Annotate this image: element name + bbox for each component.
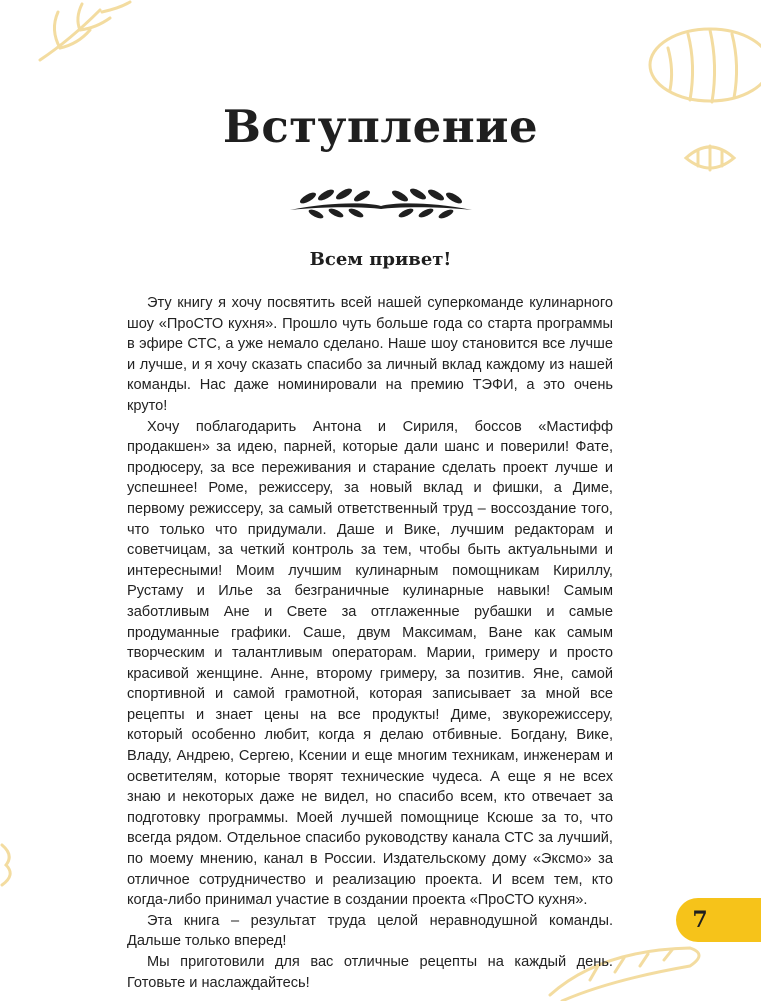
paragraph: Эта книга – результат труда целой неравнодушной команды. Дальше только вперед!: [127, 912, 613, 950]
paragraph: Хочу поблагодарить Антона и Сириля, боссов «Мастифф продакшен» за идею, парней, которые дали шанс и поверили! Фате, продюсеру, за все переживания и старание сделать проект лучше и успешнее! Роме, режиссеру, за новый вклад и фишки, а Диме, первому режиссеру, за самый ответственный труд – воссоздание того, что только что придумали. Даше и Вике, лучшим редакторам и советчицам, за четкий контроль за тем, чтобы быть актуальными и интересными! Моим лучшим кулинарным помощникам Кириллу, Рустаму и Илье за безграничные кулинарные навыки! Самым заботливым Ане и Свете за отглаженные рубашки и самые продуманные графики. Саше, двум Максимам, Ване как самым творческим и талантливым операторам. Марии, гримеру и просто красивой женщине. Анне, второму гримеру, за позитив. Яне, самой спортивной и самой грамотной, которая записывает за мной все рецепты и знает цены на все продукты! Диме, звукорежиссеру, который особенно любит, когда я делаю отбивные. Богдану, Вике, Владу, Андрею, Сергею, Ксении и еще многим техникам, инженерам и осветителям, которые творят технические чудеса. А еще я не всех знаю и некоторых даже не видел, но спасибо всем, кто отвечает за подготовку программы. Моей лучшей помощнице Ксюше за то, что всегда рядом. Отдельное спасибо руководству канала СТС за лучший, по моему мнению, канал в России. Издательскому дому «Эксмо» за отличное сотрудничество и реализацию проекта. И всем тем, кто когда-либо принимал участие в создании проекта «ПроСТО кухня».: [127, 418, 613, 909]
leaf-sketch-icon: [30, 0, 140, 70]
paragraph: Мы приготовили для вас отличные рецепты на каждый день. Готовьте и наслаждайтесь!: [127, 954, 613, 991]
intro-text: [127, 293, 613, 993]
page-title: Вступление: [222, 100, 539, 153]
wheat-sketch-icon: [0, 840, 20, 890]
page-number: 7: [692, 907, 708, 933]
bread-sketch-icon: [640, 20, 761, 110]
paragraph: Эту книгу я хочу посвятить всей нашей суперкоманде кулинарного шоу «ПроСТО кухня». Прошло чуть больше года со старта программы в эфире СТС, а уже немало сделано. Наше шоу становится все лучше и лучше, и я хочу сказать спасибо за личный вклад каждому из нашей команды. Нас даже номинировали на премию ТЭФИ, а это очень круто!: [127, 295, 613, 414]
laurel-ornament-icon: [288, 176, 474, 220]
greeting-heading: Всем привет!: [309, 249, 452, 270]
